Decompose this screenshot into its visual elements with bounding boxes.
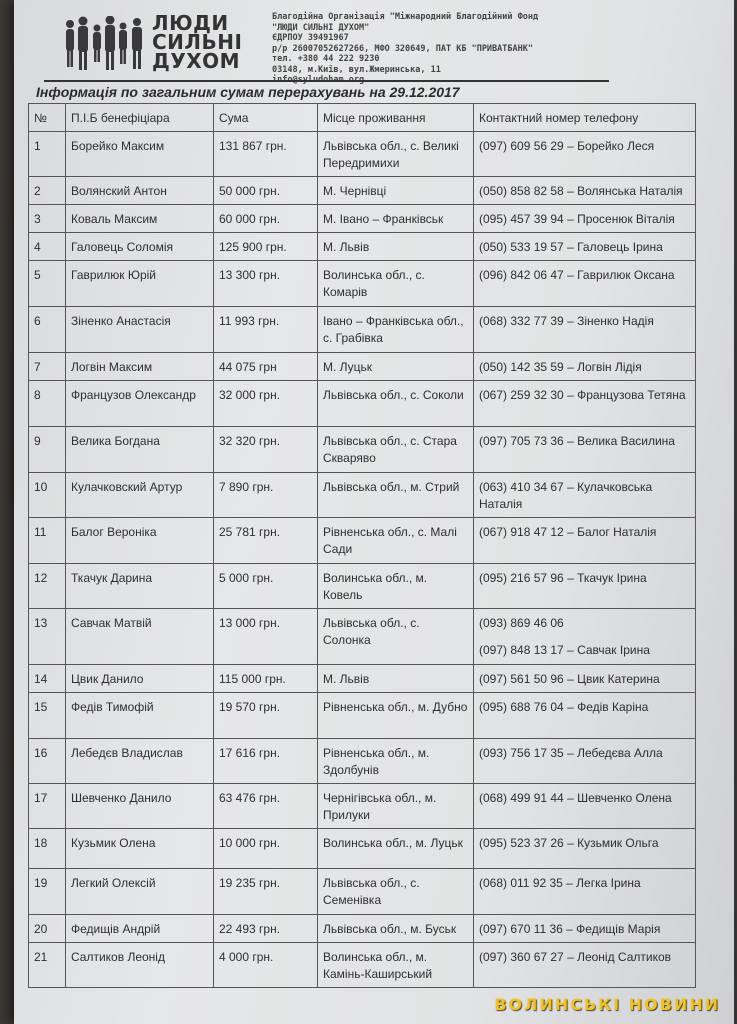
- cell-place: Львівська обл., с. Стара Скваряво: [318, 427, 474, 473]
- org-line: "ЛЮДИ СИЛЬНІ ДУХОМ": [272, 22, 370, 33]
- header-divider: [44, 80, 609, 82]
- cell-name: Федищів Андрій: [66, 915, 214, 943]
- document-page: [14, 0, 734, 1024]
- cell-place: Волинська обл., м. Луцьк: [318, 829, 474, 869]
- column-header-sum: Сума: [214, 104, 318, 132]
- cell-phone: (097) 609 56 29 – Борейко Леся: [474, 132, 696, 177]
- cell-sum: 60 000 грн.: [214, 205, 318, 233]
- cell-name: Велика Богдана: [66, 427, 214, 473]
- cell-phone: (068) 011 92 35 – Легка Ірина: [474, 869, 696, 915]
- cell-sum: 7 890 грн.: [214, 473, 318, 518]
- cell-place: Львівська обл., м. Стрий: [318, 473, 474, 518]
- cell-place: Львівська обл., м. Буськ: [318, 915, 474, 943]
- table-row: [29, 915, 696, 943]
- cell-phone: [474, 609, 696, 665]
- table-row: [29, 427, 696, 473]
- cell-name: Салтиков Леонід: [66, 943, 214, 988]
- cell-phone: (050) 142 35 59 – Логвін Лідія: [474, 353, 696, 381]
- cell-phone: (067) 259 32 30 – Французова Тетяна: [474, 381, 696, 427]
- cell-place: Рівненська обл., с. Малі Сади: [318, 518, 474, 564]
- cell-place: Чернігівська обл., м. Прилуки: [318, 784, 474, 829]
- cell-place: М. Луцьк: [318, 353, 474, 381]
- table-row: [29, 564, 696, 609]
- cell-number: 15: [29, 693, 66, 739]
- cell-phone: (097) 705 73 36 – Велика Василина: [474, 427, 696, 473]
- cell-number: 11: [29, 518, 66, 564]
- cell-sum: 13 000 грн.: [214, 609, 318, 665]
- table-row: [29, 693, 696, 739]
- cell-number: 19: [29, 869, 66, 915]
- table-row: [29, 609, 696, 665]
- cell-place: Івано – Франківська обл., с. Грабівка: [318, 307, 474, 353]
- cell-phone: (096) 842 06 47 – Гаврилюк Оксана: [474, 261, 696, 307]
- cell-number: 4: [29, 233, 66, 261]
- cell-phone: (095) 457 39 94 – Просенюк Віталія: [474, 205, 696, 233]
- cell-phone: (095) 216 57 96 – Ткачук Ірина: [474, 564, 696, 609]
- cell-number: 13: [29, 609, 66, 665]
- table-row: [29, 233, 696, 261]
- cell-number: 16: [29, 739, 66, 784]
- cell-phone: (097) 670 11 36 – Федищів Марія: [474, 915, 696, 943]
- cell-place: М. Львів: [318, 233, 474, 261]
- cell-number: 10: [29, 473, 66, 518]
- cell-number: 9: [29, 427, 66, 473]
- org-line: р/р 26007052627266, МФО 320649, ПАТ КБ "ПРИВАТБАНК": [272, 43, 533, 54]
- table-row: [29, 784, 696, 829]
- cell-place: М. Чернівці: [318, 177, 474, 205]
- watermark: ВОЛИНСЬКІ НОВИНИ: [494, 995, 720, 1014]
- table-row: [29, 829, 696, 869]
- logo-text: [152, 11, 262, 73]
- org-line: тел. +380 44 222 9230: [272, 54, 380, 64]
- cell-sum: 13 300 грн.: [214, 261, 318, 307]
- cell-name: Волянский Антон: [66, 177, 214, 205]
- document-title: Інформація по загальним сумам перерахувань на 29.12.2017: [36, 84, 460, 100]
- foundation-logo: [62, 10, 252, 78]
- cell-sum: 11 993 грн.: [214, 307, 318, 353]
- table-row: [29, 205, 696, 233]
- cell-name: Галовець Соломія: [66, 233, 214, 261]
- cell-number: 8: [29, 381, 66, 427]
- cell-phone: (095) 688 76 04 – Федів Каріна: [474, 693, 696, 739]
- cell-phone: (050) 858 82 58 – Волянська Наталія: [474, 177, 696, 205]
- cell-name: Зіненко Анастасія: [66, 307, 214, 353]
- org-line: ЄДРПОУ 39491967: [272, 33, 349, 43]
- cell-phone: (063) 410 34 67 – Кулачковська Наталія: [474, 473, 696, 518]
- table-row: [29, 943, 696, 988]
- cell-place: Львівська обл., с. Семенівка: [318, 869, 474, 915]
- cell-sum: 22 493 грн.: [214, 915, 318, 943]
- cell-name: Цвик Данило: [66, 665, 214, 693]
- table-row: [29, 665, 696, 693]
- logo-line-3: ДУХОМ: [152, 49, 241, 73]
- cell-name: Шевченко Данило: [66, 784, 214, 829]
- cell-number: 17: [29, 784, 66, 829]
- cell-place: Львівська обл., с. Соколи: [318, 381, 474, 427]
- cell-phone: (068) 499 91 44 – Шевченко Олена: [474, 784, 696, 829]
- cell-number: 1: [29, 132, 66, 177]
- cell-place: Рівненська обл., м. Дубно: [318, 693, 474, 739]
- table-row: [29, 869, 696, 915]
- table-row: [29, 261, 696, 307]
- cell-place: М. Львів: [318, 665, 474, 693]
- cell-phone: (067) 918 47 12 – Балог Наталія: [474, 518, 696, 564]
- cell-number: 5: [29, 261, 66, 307]
- cell-place: Волинська обл., м. Ковель: [318, 564, 474, 609]
- cell-phone: (097) 360 67 27 – Леонід Салтиков: [474, 943, 696, 988]
- table-row: [29, 739, 696, 784]
- cell-name: Кулачковский Артур: [66, 473, 214, 518]
- people-silhouettes-icon: [62, 16, 150, 72]
- cell-sum: 25 781 грн.: [214, 518, 318, 564]
- phone-line: (093) 869 46 06: [479, 616, 564, 630]
- cell-number: 7: [29, 353, 66, 381]
- cell-place: М. Івано – Франківськ: [318, 205, 474, 233]
- cell-number: 21: [29, 943, 66, 988]
- cell-place: Волинська обл., с. Комарів: [318, 261, 474, 307]
- cell-number: 12: [29, 564, 66, 609]
- cell-name: Балог Вероніка: [66, 518, 214, 564]
- cell-sum: 125 900 грн.: [214, 233, 318, 261]
- table-row: [29, 353, 696, 381]
- cell-sum: 50 000 грн.: [214, 177, 318, 205]
- table-row: [29, 473, 696, 518]
- column-header-number: №: [29, 104, 66, 132]
- cell-sum: 19 235 грн.: [214, 869, 318, 915]
- cell-name: Логвін Максим: [66, 353, 214, 381]
- cell-name: Федів Тимофій: [66, 693, 214, 739]
- cell-number: 14: [29, 665, 66, 693]
- cell-number: 6: [29, 307, 66, 353]
- cell-name: Французов Олександр: [66, 381, 214, 427]
- cell-sum: 131 867 грн.: [214, 132, 318, 177]
- cell-phone: (093) 756 17 35 – Лебедєва Алла: [474, 739, 696, 784]
- cell-sum: 44 075 грн: [214, 353, 318, 381]
- cell-sum: 10 000 грн.: [214, 829, 318, 869]
- letterhead: [62, 10, 682, 80]
- table-header-row: [29, 104, 696, 132]
- organization-details: [272, 12, 592, 86]
- cell-name: Легкий Олексій: [66, 869, 214, 915]
- cell-name: Гаврилюк Юрій: [66, 261, 214, 307]
- logo-line-1: ЛЮДИ: [152, 11, 229, 35]
- logo-line-2: СИЛЬНІ: [152, 30, 243, 54]
- cell-name: Кузьмик Олена: [66, 829, 214, 869]
- cell-sum: 19 570 грн.: [214, 693, 318, 739]
- cell-name: Коваль Максим: [66, 205, 214, 233]
- cell-phone: (095) 523 37 26 – Кузьмик Ольга: [474, 829, 696, 869]
- cell-place: Волинська обл., м. Камінь-Каширський: [318, 943, 474, 988]
- table-row: [29, 518, 696, 564]
- column-header-phone: Контактний номер телефону: [474, 104, 696, 132]
- cell-place: Львівська обл., с. Солонка: [318, 609, 474, 665]
- cell-name: Ткачук Дарина: [66, 564, 214, 609]
- column-header-place: Місце проживання: [318, 104, 474, 132]
- cell-sum: 4 000 грн.: [214, 943, 318, 988]
- cell-name: Лебедєв Владислав: [66, 739, 214, 784]
- cell-sum: 32 000 грн.: [214, 381, 318, 427]
- cell-number: 18: [29, 829, 66, 869]
- transfers-table: [28, 103, 696, 988]
- table-row: [29, 381, 696, 427]
- cell-place: Львівська обл., с. Великі Передримихи: [318, 132, 474, 177]
- cell-sum: 32 320 грн.: [214, 427, 318, 473]
- cell-sum: 115 000 грн.: [214, 665, 318, 693]
- cell-place: Рівненська обл., м. Здолбунів: [318, 739, 474, 784]
- org-line: 03148, м.Київ, вул.Жмеринська, 11: [272, 64, 441, 75]
- cell-phone: (068) 332 77 39 – Зіненко Надія: [474, 307, 696, 353]
- cell-phone: (097) 561 50 96 – Цвик Катерина: [474, 665, 696, 693]
- table-row: [29, 132, 696, 177]
- cell-number: 3: [29, 205, 66, 233]
- cell-number: 2: [29, 177, 66, 205]
- cell-sum: 63 476 грн.: [214, 784, 318, 829]
- cell-name: Борейко Максим: [66, 132, 214, 177]
- cell-name: Савчак Матвій: [66, 609, 214, 665]
- cell-sum: 5 000 грн.: [214, 564, 318, 609]
- table-row: [29, 177, 696, 205]
- column-header-name: П.І.Б бенефіціара: [66, 104, 214, 132]
- cell-sum: 17 616 грн.: [214, 739, 318, 784]
- cell-phone: (050) 533 19 57 – Галовець Ірина: [474, 233, 696, 261]
- phone-line: (097) 848 13 17 – Савчак Ірина: [479, 643, 650, 657]
- org-line: Благодійна Організація "Міжнародний Благодійний Фонд: [272, 12, 539, 22]
- table-row: [29, 307, 696, 353]
- table-body: [29, 132, 696, 988]
- cell-number: 20: [29, 915, 66, 943]
